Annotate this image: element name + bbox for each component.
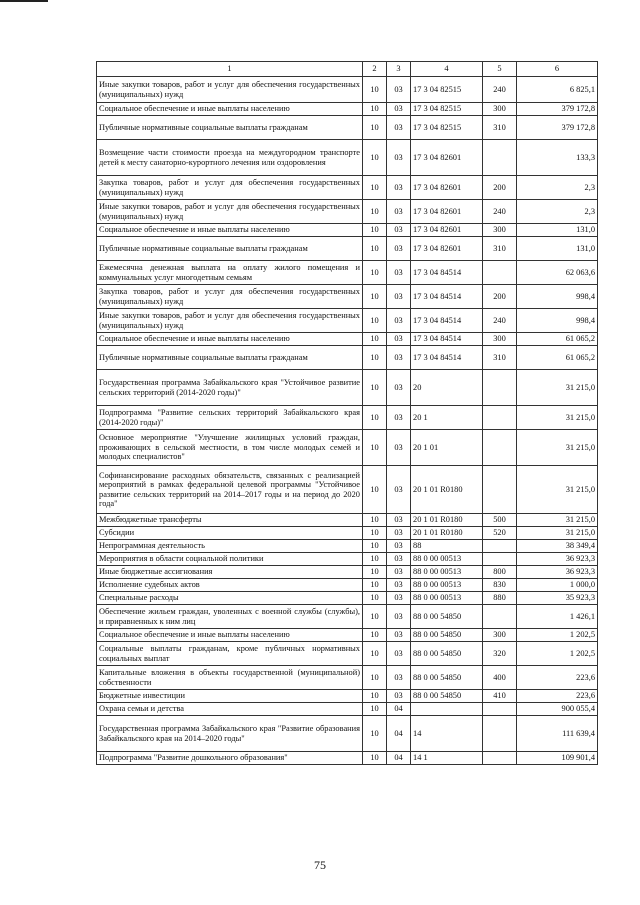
table-row (97, 629, 598, 642)
table-row (97, 514, 598, 527)
table-row (97, 666, 598, 690)
row-section: 10 (363, 527, 387, 540)
row-amount: 38 349,4 (517, 540, 598, 553)
row-section: 10 (363, 666, 387, 690)
row-expense-type: 300 (483, 333, 517, 346)
row-expense-type: 310 (483, 237, 517, 261)
row-amount: 1 202,5 (517, 642, 598, 666)
row-section: 10 (363, 116, 387, 140)
row-amount: 1 000,0 (517, 579, 598, 592)
row-name: Публичные нормативные социальные выплаты гражданам (97, 346, 363, 370)
header-col-5: 5 (483, 62, 517, 77)
row-section: 10 (363, 176, 387, 200)
row-section: 10 (363, 566, 387, 579)
row-amount: 998,4 (517, 309, 598, 333)
row-section: 10 (363, 77, 387, 103)
row-amount: 31 215,0 (517, 466, 598, 514)
row-target-article: 88 0 00 54850 (411, 666, 483, 690)
row-expense-type: 500 (483, 514, 517, 527)
row-section: 10 (363, 406, 387, 430)
row-subsection: 03 (387, 566, 411, 579)
row-expense-type (483, 752, 517, 765)
row-target-article: 17 3 04 84514 (411, 261, 483, 285)
row-target-article: 17 3 04 82601 (411, 237, 483, 261)
row-subsection: 03 (387, 77, 411, 103)
row-name: Непрограммная деятельность (97, 540, 363, 553)
row-name: Государственная программа Забайкальского края "Развитие образования Забайкальского края на 2014–2020 годы" (97, 716, 363, 752)
row-amount: 998,4 (517, 285, 598, 309)
row-subsection: 03 (387, 200, 411, 224)
row-name: Подпрограмма "Развитие дошкольного образования" (97, 752, 363, 765)
row-amount: 109 901,4 (517, 752, 598, 765)
table-row (97, 200, 598, 224)
row-target-article: 88 0 00 54850 (411, 690, 483, 703)
row-amount: 31 215,0 (517, 527, 598, 540)
row-expense-type (483, 553, 517, 566)
row-name: Подпрограмма "Развитие сельских территорий Забайкальского края (2014-2020 годы)" (97, 406, 363, 430)
row-expense-type: 240 (483, 309, 517, 333)
header-col-2: 2 (363, 62, 387, 77)
row-target-article: 88 0 00 54850 (411, 642, 483, 666)
row-amount: 379 172,8 (517, 116, 598, 140)
row-subsection: 03 (387, 540, 411, 553)
header-col-3: 3 (387, 62, 411, 77)
row-name: Возмещение части стоимости проезда на междугородном транспорте детей к месту санаторно-курортного лечения или оздоровления (97, 140, 363, 176)
row-section: 10 (363, 346, 387, 370)
row-amount: 223,6 (517, 666, 598, 690)
table-row (97, 103, 598, 116)
row-subsection: 03 (387, 333, 411, 346)
row-section: 10 (363, 540, 387, 553)
row-expense-type (483, 430, 517, 466)
row-subsection: 03 (387, 116, 411, 140)
row-expense-type: 410 (483, 690, 517, 703)
row-expense-type (483, 466, 517, 514)
row-target-article: 20 1 01 R0180 (411, 514, 483, 527)
row-target-article: 17 3 04 82515 (411, 77, 483, 103)
row-amount: 36 923,3 (517, 553, 598, 566)
row-name: Иные закупки товаров, работ и услуг для обеспечения государственных (муниципальных) нужд (97, 200, 363, 224)
row-expense-type: 520 (483, 527, 517, 540)
row-target-article: 20 (411, 370, 483, 406)
row-target-article: 17 3 04 82515 (411, 116, 483, 140)
page-number: 75 (314, 858, 326, 872)
row-amount: 61 065,2 (517, 333, 598, 346)
row-amount: 31 215,0 (517, 370, 598, 406)
row-expense-type: 320 (483, 642, 517, 666)
row-target-article (411, 703, 483, 716)
row-expense-type (483, 605, 517, 629)
row-name: Основное мероприятие "Улучшение жилищных условий граждан, проживающих в сельской местности, в том числе молодых семей и молодых специалистов" (97, 430, 363, 466)
row-section: 10 (363, 285, 387, 309)
header-col-4: 4 (411, 62, 483, 77)
row-name: Социальное обеспечение и иные выплаты населению (97, 333, 363, 346)
table-row (97, 140, 598, 176)
table-row (97, 309, 598, 333)
budget-table (96, 61, 598, 765)
row-expense-type: 200 (483, 176, 517, 200)
row-expense-type: 800 (483, 566, 517, 579)
row-amount: 6 825,1 (517, 77, 598, 103)
row-amount: 2,3 (517, 200, 598, 224)
table-row (97, 176, 598, 200)
header-col-6: 6 (517, 62, 598, 77)
table-body (97, 77, 598, 765)
row-target-article: 88 0 00 00513 (411, 592, 483, 605)
row-section: 10 (363, 514, 387, 527)
row-target-article: 88 0 00 54850 (411, 605, 483, 629)
row-amount: 35 923,3 (517, 592, 598, 605)
row-amount: 133,3 (517, 140, 598, 176)
row-expense-type: 300 (483, 224, 517, 237)
row-name: Специальные расходы (97, 592, 363, 605)
row-target-article: 20 1 01 R0180 (411, 466, 483, 514)
row-subsection: 03 (387, 224, 411, 237)
row-section: 10 (363, 752, 387, 765)
row-amount: 62 063,6 (517, 261, 598, 285)
row-expense-type (483, 703, 517, 716)
row-section: 10 (363, 224, 387, 237)
row-section: 10 (363, 466, 387, 514)
table-row (97, 553, 598, 566)
row-amount: 31 215,0 (517, 430, 598, 466)
table-row (97, 540, 598, 553)
row-target-article: 14 1 (411, 752, 483, 765)
row-subsection: 03 (387, 103, 411, 116)
row-expense-type: 300 (483, 629, 517, 642)
row-section: 10 (363, 430, 387, 466)
row-section: 10 (363, 309, 387, 333)
row-target-article: 20 1 (411, 406, 483, 430)
row-name: Закупка товаров, работ и услуг для обеспечения государственных (муниципальных) нужд (97, 285, 363, 309)
row-amount: 379 172,8 (517, 103, 598, 116)
row-name: Социальное обеспечение и иные выплаты населению (97, 103, 363, 116)
table-row (97, 333, 598, 346)
row-amount: 1 202,5 (517, 629, 598, 642)
row-subsection: 03 (387, 527, 411, 540)
row-target-article: 88 (411, 540, 483, 553)
row-name: Мероприятия в области социальной политики (97, 553, 363, 566)
row-expense-type (483, 406, 517, 430)
row-target-article: 17 3 04 82601 (411, 176, 483, 200)
row-target-article: 14 (411, 716, 483, 752)
table-row (97, 224, 598, 237)
row-subsection: 03 (387, 642, 411, 666)
row-name: Социальные выплаты гражданам, кроме публичных нормативных социальных выплат (97, 642, 363, 666)
row-expense-type: 240 (483, 77, 517, 103)
row-subsection: 03 (387, 553, 411, 566)
table-row (97, 592, 598, 605)
row-expense-type (483, 370, 517, 406)
table-row (97, 527, 598, 540)
row-expense-type (483, 140, 517, 176)
row-target-article: 20 1 01 R0180 (411, 527, 483, 540)
row-name: Социальное обеспечение и иные выплаты населению (97, 224, 363, 237)
row-subsection: 03 (387, 237, 411, 261)
table-row (97, 466, 598, 514)
row-name: Субсидии (97, 527, 363, 540)
table-row (97, 642, 598, 666)
row-name: Охрана семьи и детства (97, 703, 363, 716)
row-section: 10 (363, 237, 387, 261)
row-name: Иные закупки товаров, работ и услуг для обеспечения государственных (муниципальных) нужд (97, 309, 363, 333)
row-name: Государственная программа Забайкальского края "Устойчивое развитие сельских территорий (2014-2020 годы)" (97, 370, 363, 406)
row-expense-type: 240 (483, 200, 517, 224)
row-amount: 900 055,4 (517, 703, 598, 716)
row-section: 10 (363, 629, 387, 642)
row-amount: 223,6 (517, 690, 598, 703)
table-row (97, 285, 598, 309)
row-expense-type: 400 (483, 666, 517, 690)
row-subsection: 03 (387, 176, 411, 200)
table-row (97, 237, 598, 261)
table-row (97, 261, 598, 285)
row-name: Публичные нормативные социальные выплаты гражданам (97, 237, 363, 261)
row-expense-type (483, 540, 517, 553)
row-section: 10 (363, 103, 387, 116)
row-expense-type (483, 261, 517, 285)
row-subsection: 03 (387, 261, 411, 285)
row-amount: 36 923,3 (517, 566, 598, 579)
row-section: 10 (363, 690, 387, 703)
row-target-article: 17 3 04 84514 (411, 346, 483, 370)
row-target-article: 88 0 00 00513 (411, 579, 483, 592)
row-expense-type: 880 (483, 592, 517, 605)
row-expense-type: 200 (483, 285, 517, 309)
table-row (97, 716, 598, 752)
row-name: Капитальные вложения в объекты государственной (муниципальной) собственности (97, 666, 363, 690)
row-amount: 61 065,2 (517, 346, 598, 370)
row-name: Социальное обеспечение и иные выплаты населению (97, 629, 363, 642)
row-expense-type (483, 716, 517, 752)
row-target-article: 88 0 00 00513 (411, 553, 483, 566)
row-target-article: 17 3 04 82601 (411, 224, 483, 237)
row-target-article: 17 3 04 84514 (411, 285, 483, 309)
row-expense-type: 830 (483, 579, 517, 592)
row-section: 10 (363, 333, 387, 346)
row-section: 10 (363, 200, 387, 224)
row-target-article: 17 3 04 84514 (411, 309, 483, 333)
table-row (97, 406, 598, 430)
row-target-article: 88 0 00 00513 (411, 566, 483, 579)
row-name: Ежемесячна денежная выплата на оплату жилого помещения и коммунальных услуг многодетным семьям (97, 261, 363, 285)
row-subsection: 03 (387, 346, 411, 370)
row-amount: 131,0 (517, 237, 598, 261)
row-expense-type: 310 (483, 346, 517, 370)
row-subsection: 03 (387, 466, 411, 514)
row-name: Бюджетные инвестиции (97, 690, 363, 703)
row-name: Закупка товаров, работ и услуг для обеспечения государственных (муниципальных) нужд (97, 176, 363, 200)
row-subsection: 04 (387, 716, 411, 752)
row-section: 10 (363, 370, 387, 406)
row-name: Софинансирование расходных обязательств, связанных с реализацией мероприятий в рамках федеральной целевой программы "Устойчивое развитие сельских территорий на 2014–2017 годы и на период до 2020 года" (97, 466, 363, 514)
top-rule (0, 0, 48, 2)
row-subsection: 03 (387, 592, 411, 605)
table-row (97, 77, 598, 103)
table-row (97, 579, 598, 592)
row-subsection: 03 (387, 140, 411, 176)
row-section: 10 (363, 140, 387, 176)
row-subsection: 04 (387, 752, 411, 765)
table-row (97, 703, 598, 716)
row-name: Публичные нормативные социальные выплаты гражданам (97, 116, 363, 140)
row-amount: 131,0 (517, 224, 598, 237)
row-target-article: 17 3 04 82601 (411, 200, 483, 224)
row-target-article: 20 1 01 (411, 430, 483, 466)
row-name: Исполнение судебных актов (97, 579, 363, 592)
row-subsection: 03 (387, 690, 411, 703)
row-section: 10 (363, 703, 387, 716)
row-name: Межбюджетные трансферты (97, 514, 363, 527)
row-expense-type: 310 (483, 116, 517, 140)
table-row (97, 605, 598, 629)
row-amount: 111 639,4 (517, 716, 598, 752)
row-subsection: 03 (387, 406, 411, 430)
row-subsection: 03 (387, 430, 411, 466)
row-subsection: 03 (387, 309, 411, 333)
row-section: 10 (363, 579, 387, 592)
header-col-1: 1 (97, 62, 363, 77)
row-target-article: 17 3 04 84514 (411, 333, 483, 346)
table-row (97, 346, 598, 370)
table-row (97, 116, 598, 140)
row-name: Обеспечение жильем граждан, уволенных с военной службы (службы), и приравненных к ним лиц (97, 605, 363, 629)
row-name: Иные бюджетные ассигнования (97, 566, 363, 579)
row-amount: 31 215,0 (517, 406, 598, 430)
row-section: 10 (363, 261, 387, 285)
row-subsection: 03 (387, 514, 411, 527)
row-amount: 2,3 (517, 176, 598, 200)
row-subsection: 03 (387, 629, 411, 642)
row-section: 10 (363, 642, 387, 666)
row-section: 10 (363, 605, 387, 629)
row-subsection: 03 (387, 605, 411, 629)
row-target-article: 17 3 04 82515 (411, 103, 483, 116)
table-row (97, 752, 598, 765)
row-expense-type: 300 (483, 103, 517, 116)
row-subsection: 03 (387, 370, 411, 406)
row-subsection: 03 (387, 666, 411, 690)
header-row (97, 62, 598, 77)
row-name: Иные закупки товаров, работ и услуг для обеспечения государственных (муниципальных) нужд (97, 77, 363, 103)
row-section: 10 (363, 592, 387, 605)
table-row (97, 690, 598, 703)
row-subsection: 03 (387, 579, 411, 592)
row-target-article: 88 0 00 54850 (411, 629, 483, 642)
row-subsection: 03 (387, 285, 411, 309)
row-amount: 31 215,0 (517, 514, 598, 527)
row-subsection: 04 (387, 703, 411, 716)
table-row (97, 430, 598, 466)
row-target-article: 17 3 04 82601 (411, 140, 483, 176)
table-row (97, 370, 598, 406)
table-row (97, 566, 598, 579)
row-section: 10 (363, 716, 387, 752)
row-amount: 1 426,1 (517, 605, 598, 629)
row-section: 10 (363, 553, 387, 566)
